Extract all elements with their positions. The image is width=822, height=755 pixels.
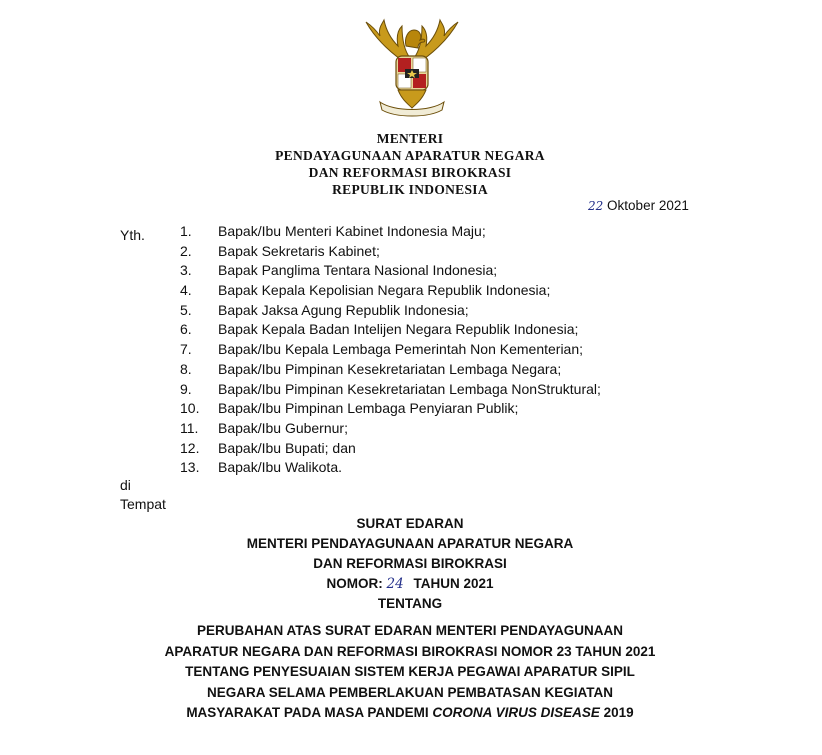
list-item: 10. Bapak/Ibu Pimpinan Lembaga Penyiaran Publik;: [180, 400, 519, 417]
recipient-location: [120, 476, 166, 514]
nomor-label: NOMOR:: [326, 576, 383, 591]
recipients-list: [180, 222, 601, 478]
subject-line: MENTERI PENDAYAGUNAAN APARATUR NEGARA: [246, 536, 574, 551]
list-item: 13. Bapak/Ibu Walikota.: [180, 459, 342, 476]
header-line: PENDAYAGUNAAN APARATUR NEGARA: [275, 148, 545, 163]
about-line: MASYARAKAT PADA MASA PANDEMI CORONA VIRUS DISEASE 2019: [186, 705, 634, 720]
header-line: REPUBLIK INDONESIA: [332, 182, 488, 197]
tentang-label: TENTANG: [377, 596, 443, 611]
header-line: MENTERI: [376, 131, 444, 146]
circular-subject: [110, 621, 710, 724]
list-item: 11. Bapak/Ibu Gubernur;: [180, 419, 348, 436]
about-line: PERUBAHAN ATAS SURAT EDARAN MENTERI PENDAYAGUNAAN: [196, 623, 624, 638]
list-item: 8. Bapak/Ibu Pimpinan Kesekretariatan Lembaga Negara;: [180, 360, 562, 377]
list-item: 5. Bapak Jaksa Agung Republik Indonesia;: [180, 301, 469, 318]
tempat-label: Tempat: [120, 496, 166, 512]
nomor-value-handwritten: 24: [386, 576, 404, 592]
circular-title: [110, 514, 710, 614]
about-line: TENTANG PENYESUAIAN SISTEM KERJA PEGAWAI APARATUR SIPIL: [185, 664, 635, 679]
garuda-emblem-icon: [358, 16, 466, 122]
list-item: 1. Bapak/Ibu Menteri Kabinet Indonesia Maju;: [180, 223, 486, 239]
date-month-year: Oktober 2021: [607, 198, 689, 213]
tahun-label: TAHUN 2021: [413, 576, 494, 591]
list-item: 12. Bapak/Ibu Bupati; dan: [180, 439, 356, 456]
about-line: NEGARA SELAMA PEMBERLAKUAN PEMBATASAN KEGIATAN: [207, 684, 613, 700]
ministry-header: [160, 130, 660, 198]
circular-number: [110, 574, 710, 594]
recipients-label: Yth.: [120, 227, 145, 243]
di-label: di: [120, 477, 131, 493]
list-item: 6. Bapak Kepala Badan Intelijen Negara Republik Indonesia;: [180, 321, 579, 338]
list-item: 4. Bapak Kepala Kepolisian Negara Republik Indonesia;: [180, 282, 551, 299]
subject-line: SURAT EDARAN: [356, 516, 464, 531]
list-item: 7. Bapak/Ibu Kepala Lembaga Pemerintah Non Kementerian;: [180, 341, 584, 358]
list-item: 3. Bapak Panglima Tentara Nasional Indonesia;: [180, 262, 498, 279]
about-line: APARATUR NEGARA DAN REFORMASI BIROKRASI NOMOR 23 TAHUN 2021: [164, 643, 656, 659]
list-item: 2. Bapak Sekretaris Kabinet;: [180, 242, 380, 259]
letter-date: [588, 198, 689, 213]
header-line: DAN REFORMASI BIROKRASI: [308, 165, 512, 180]
subject-line: DAN REFORMASI BIROKRASI: [313, 556, 507, 571]
date-day-handwritten: 22: [588, 199, 604, 213]
list-item: 9. Bapak/Ibu Pimpinan Kesekretariatan Lembaga NonStruktural;: [180, 380, 601, 397]
